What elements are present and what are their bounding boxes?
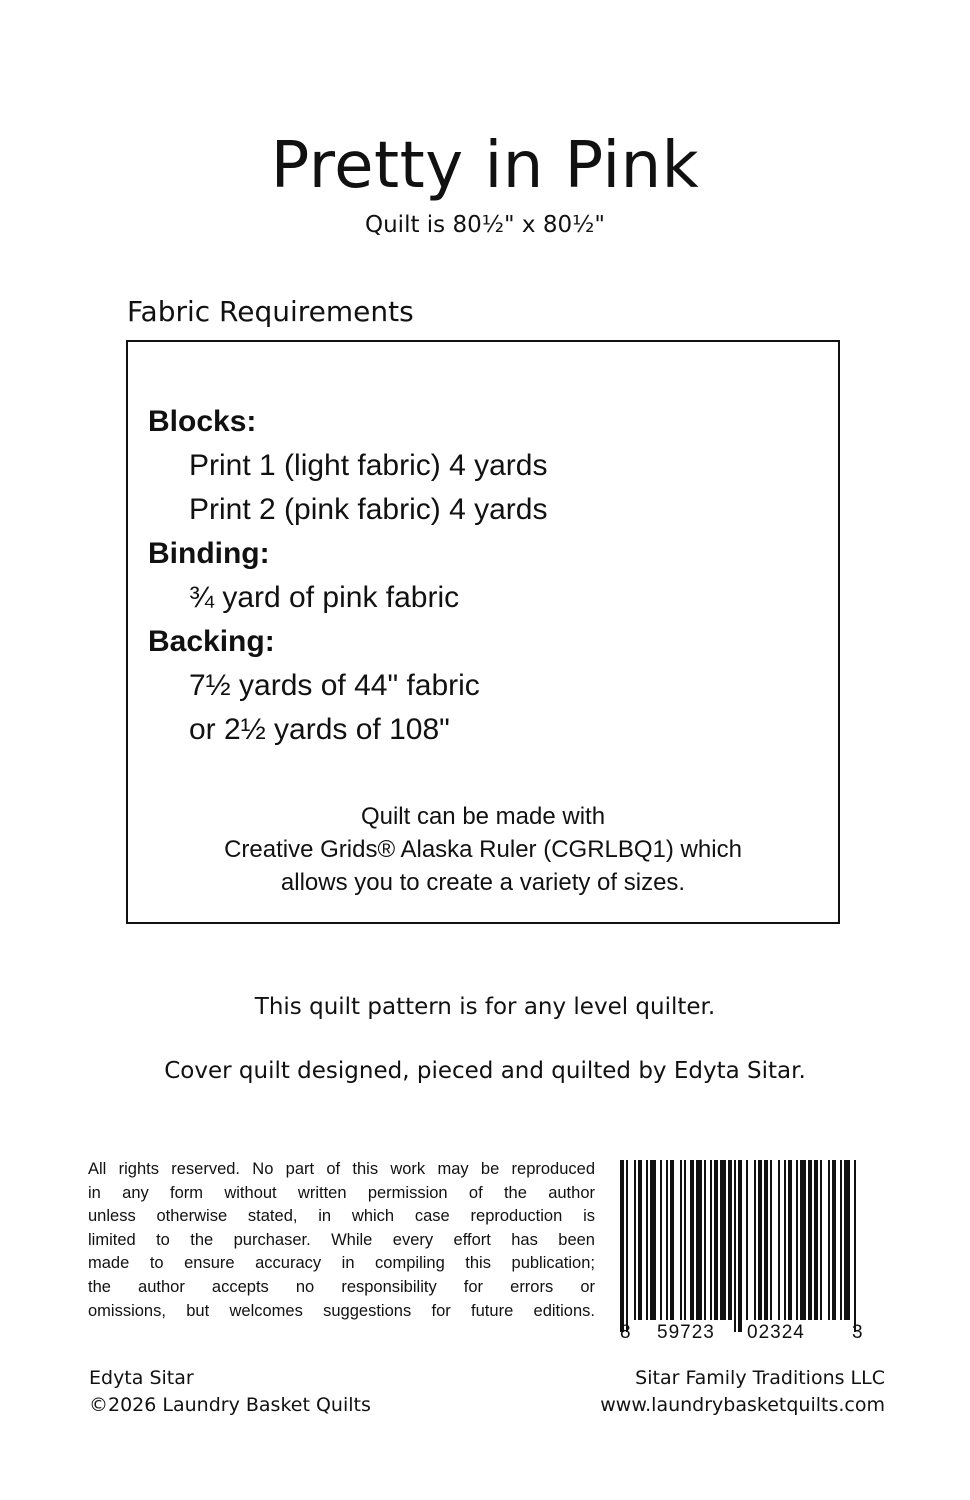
company-name: Sitar Family Traditions LLC [635, 1367, 885, 1389]
barcode [612, 1160, 870, 1345]
barcode-bar [680, 1160, 682, 1320]
blocks-label: Blocks: [148, 405, 257, 438]
barcode-bar [800, 1160, 806, 1320]
designer-credit-text: Cover quilt designed, pieced and quilted by Edyta Sitar. [164, 1058, 806, 1084]
barcode-bar [704, 1160, 706, 1320]
barcode-bars [620, 1160, 856, 1332]
copyright-line: ©2026 Laundry Basket Quilts [89, 1394, 371, 1416]
quilt-size: Quilt is 80½" x 80½" [365, 212, 605, 238]
requirements-list [148, 400, 547, 752]
barcode-bar [684, 1160, 686, 1320]
barcode-bar [714, 1160, 718, 1320]
binding-label: Binding: [148, 537, 270, 570]
barcode-group-right: 02324 [747, 1322, 805, 1343]
barcode-bar [828, 1160, 830, 1320]
barcode-bar [778, 1160, 780, 1320]
barcode-bar [758, 1160, 762, 1320]
author-name: Edyta Sitar [89, 1367, 194, 1389]
barcode-bar [728, 1160, 732, 1320]
ruler-note-line: Quilt can be made with [360, 803, 606, 830]
barcode-bar [646, 1160, 648, 1320]
barcode-bar [666, 1160, 668, 1320]
backing-line: 7½ yards of 44" fabric [189, 669, 480, 702]
barcode-bar [660, 1160, 662, 1320]
barcode-bar [854, 1160, 856, 1332]
copyright-notice-line: unless otherwise stated, in which case reproduction is [88, 1207, 595, 1226]
ruler-note [128, 800, 838, 899]
barcode-bar [832, 1160, 836, 1320]
barcode-bar [808, 1160, 812, 1320]
copyright-notice-line: omissions, but welcomes suggestions for future editions. [88, 1301, 595, 1320]
backing-line: or 2½ yards of 108" [189, 713, 450, 746]
barcode-bar [746, 1160, 748, 1320]
fabric-requirements-heading: Fabric Requirements [127, 295, 414, 328]
barcode-bar [620, 1160, 624, 1332]
barcode-bar [720, 1160, 726, 1320]
barcode-bar [710, 1160, 712, 1320]
skill-level-text: This quilt pattern is for any level quilter. [254, 994, 716, 1020]
barcode-bar [670, 1160, 674, 1320]
copyright-notice-line: the author accepts no responsibility for errors or [88, 1277, 595, 1296]
binding-line: ¾ yard of pink fabric [189, 581, 460, 614]
backing-label: Backing: [148, 625, 275, 658]
ruler-note-line: Creative Grids® Alaska Ruler (CGRLBQ1) which [224, 836, 742, 863]
barcode-bar [764, 1160, 768, 1320]
website-link[interactable]: www.laundrybasketquilts.com [600, 1394, 885, 1416]
barcode-bar [626, 1160, 628, 1332]
copyright-notice-line: All rights reserved. No part of this work may be reproduced [88, 1160, 595, 1178]
barcode-group-left: 59723 [657, 1322, 715, 1343]
fabric-requirements-box [126, 340, 840, 924]
barcode-digit-first: 8 [620, 1322, 631, 1343]
barcode-bar [820, 1160, 822, 1320]
barcode-bar [638, 1160, 642, 1320]
copyright-notice-line: made to ensure accuracy in compiling this publication; [88, 1254, 595, 1273]
ruler-note-line: allows you to create a variety of sizes. [280, 869, 686, 896]
page-title: Pretty in Pink [270, 129, 700, 203]
barcode-bar [690, 1160, 694, 1320]
barcode-bar [840, 1160, 842, 1320]
barcode-digit-last: 3 [852, 1322, 863, 1343]
copyright-notice [88, 1158, 595, 1323]
blocks-line: Print 1 (light fabric) 4 yards [189, 449, 548, 482]
copyright-notice-line: limited to the purchaser. While every effort has been [88, 1230, 595, 1249]
blocks-line: Print 2 (pink fabric) 4 yards [189, 493, 548, 526]
barcode-bar [754, 1160, 756, 1320]
barcode-bar [788, 1160, 792, 1320]
barcode-bar [738, 1160, 742, 1332]
barcode-bar [696, 1160, 702, 1320]
footer-right [600, 1365, 885, 1419]
barcode-bar [650, 1160, 656, 1320]
barcode-bar [770, 1160, 772, 1320]
footer-left [89, 1365, 371, 1419]
barcode-bar [634, 1160, 636, 1320]
barcode-bar [814, 1160, 818, 1320]
barcode-bar [784, 1160, 786, 1320]
copyright-notice-line: in any form without written permission of the author [88, 1183, 595, 1202]
barcode-bar [734, 1160, 736, 1332]
barcode-bar [844, 1160, 850, 1320]
barcode-bar [796, 1160, 798, 1320]
